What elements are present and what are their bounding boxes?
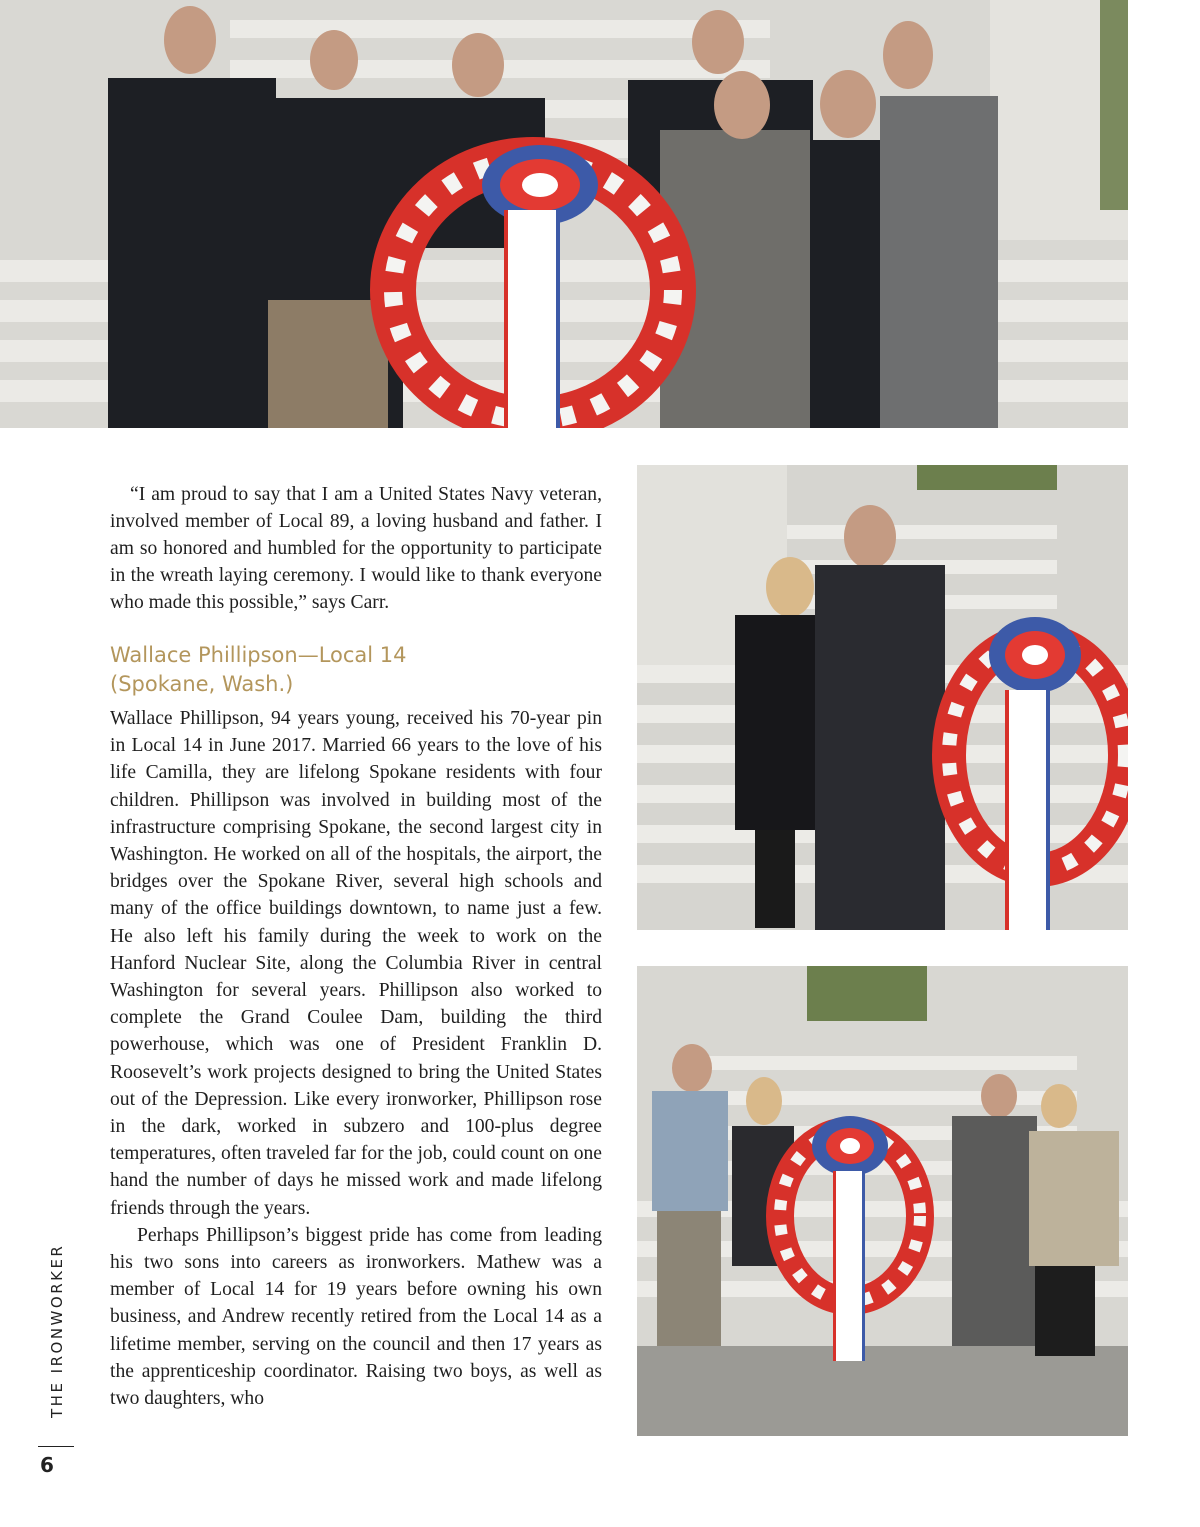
footer-divider [38,1446,74,1447]
paragraph-1: Wallace Phillipson, 94 years young, received his 70-year pin in Local 14 in June 2017. Married 66 years to the love of his life Camilla, they are lifelong Spokane residents with four children. Phillipson was involved in building most of the infrastructure comprising Spokane, the second largest city in Washington. He worked on all of the hospitals, the airport, the bridges over the Spokane River, several high schools and many of the office buildings downtown, to name just a few. He also left his family during the week to work on the Hanford Nuclear Site, along the Columbia River in central Washington for several years. Phillipson also worked to complete the Grand Coulee Dam, building the third powerhouse, which was one of President Franklin D. Roosevelt’s work projects designed to bring the United States out of the Depression. Like every ironworker, Phillipson rose in the dark, worked in subzero and 100-plus degree temperatures, often traveled far for the job, could count on one hand the number of days he missed work and made lifelong friends through the years. [110,708,602,1219]
page-number: 6 [40,1453,54,1477]
publication-name: THE IRONWORKER [48,1243,66,1418]
paragraph-2: Perhaps Phillipson’s biggest pride has come from leading his two sons into careers as ironworkers. Mathew was a member of Local 14 for 19 years before owning his own business, and Andrew recently retired from the Local 14 as a lifetime member, serving on the council and then 17 years as the apprenticeship coordinator. Raising two boys, as well as two daughters, who [110,1224,602,1410]
section-heading [110,641,602,699]
heading-location: (Spokane, Wash.) [110,672,294,696]
two-couples-photo-wreath [637,966,1128,1436]
group-photo-wreath [0,0,1128,428]
article-body [110,705,602,1412]
heading-name: Wallace Phillipson—Local 14 [110,643,407,667]
quote-paragraph: “I am proud to say that I am a United States Navy veteran, involved member of Local 89, a loving husband and father. I am so honored and humbled for the opportunity to participate in the wreath laying ceremony. I would like to thank everyone who made this possible,” says Carr. [110,483,602,614]
couple-photo-wreath [637,465,1128,930]
